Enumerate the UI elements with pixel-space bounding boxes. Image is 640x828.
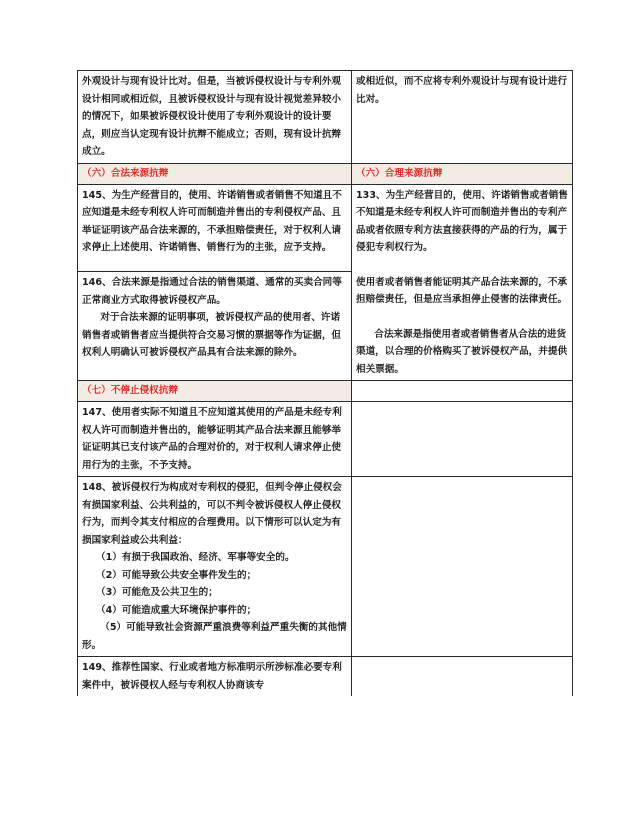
article-146: 146、合法来源是指通过合法的销售渠道、通常的买卖合同等正常商业方式取得被诉侵权产品。 — [82, 277, 342, 306]
section-heading-text: （七）不停止侵权抗辩 — [82, 385, 178, 396]
table-row — [78, 402, 573, 477]
paragraph: 使用者或者销售者能证明其产品合法来源的，不承担赔偿责任，但是应当承担停止侵害的法律责任。 — [356, 276, 568, 305]
spacer — [356, 257, 568, 274]
paragraph: 外观设计与现有设计比对。但是，当被诉侵权设计与专利外观设计相同或相近似，且被诉侵权设计与现有设计视觉差异较小的情况下，如果被诉侵权设计使用了专利外观设计的设计要点，则应当认定现有设计抗辩不能成立；否则，现有设计抗辩成立。 — [82, 76, 342, 157]
spacer — [356, 309, 568, 326]
table-row — [78, 477, 573, 657]
article-148: 148、被诉侵权行为构成对专利权的侵犯，但判令停止侵权会有损国家利益、公共利益的，可以不判令被诉侵权人停止侵权行为，而判令其支付相应的合理费用。以下情形可以认定为有损国家利益或公共利益： — [82, 482, 342, 546]
list-item: （1）有损于我国政治、经济、军事等安全的。 — [96, 552, 295, 563]
table-cell-left — [78, 657, 352, 697]
comparison-table — [77, 70, 573, 696]
article-145: 145、为生产经营目的，使用、许诺销售或者销售不知道且不应知道是未经专利权人许可而制造并售出的专利侵权产品、且举证证明该产品合法来源的，不承担赔偿责任，对于权利人请求停止上述使用、许诺销售、销售行为的主张，应予支持。 — [82, 189, 342, 253]
paragraph: 或相近似，而不应将专利外观设计与现有设计进行比对。 — [356, 76, 568, 105]
table-cell-left — [78, 402, 352, 477]
list-item: （3）可能危及公共卫生的； — [96, 587, 218, 598]
section-header-row — [78, 381, 573, 402]
empty-cell — [352, 477, 573, 657]
list-item: （2）可能导致公共安全事件发生的； — [96, 569, 257, 581]
empty-cell — [352, 381, 573, 402]
paragraph: 对于合法来源的证明事项，被诉侵权产品的使用者、许诺销售者或销售者应当提供符合交易习惯的票据等作为证据，但权利人明确认可被诉侵权产品具有合法来源的除外。 — [82, 312, 342, 359]
section-heading-right — [352, 163, 573, 184]
section-heading-text: （六）合法来源抗辩 — [82, 167, 169, 179]
table-row — [78, 71, 573, 164]
empty-cell — [352, 657, 573, 697]
paragraph: 合法来源是指使用者或者销售者从合法的进货渠道，以合理的价格购买了被诉侵权产品，并提供相关票据。 — [356, 328, 568, 375]
section-header-row — [78, 163, 573, 184]
table-cell-left — [78, 477, 352, 657]
empty-cell — [352, 402, 573, 477]
list-item: （5）可能导致社会资源严重浪费等利益严重失衡的其他情形。 — [82, 622, 347, 651]
section-heading-left — [78, 381, 352, 402]
table-cell-right — [352, 71, 573, 164]
table-cell-left — [78, 184, 352, 272]
list-item: （4）可能造成重大环境保护事件的； — [96, 604, 257, 616]
section-heading-left — [78, 163, 352, 184]
table-row — [78, 184, 573, 272]
table-cell-left — [78, 272, 352, 381]
table-row — [78, 657, 573, 697]
table-cell-right — [352, 184, 573, 381]
table-cell-left — [78, 71, 352, 164]
section-heading-text: （六）合理来源抗辩 — [356, 167, 443, 179]
article-147: 147、使用者实际不知道且不应知道其使用的产品是未经专利权人许可而制造并售出的，能够证明其产品合法来源且能够举证证明其已支付该产品的合理对价的，对于权利人请求停止使用行为的主张，不予支持。 — [82, 407, 342, 471]
article-149: 149、推荐性国家、行业或者地方标准明示所涉标准必要专利案件中，被诉侵权人经与专利权人协商该专 — [82, 662, 342, 691]
article-133: 133、为生产经营目的，使用、许诺销售或者销售不知道是未经专利权人许可而制造并售出的专利产品或者依照专利方法直接获得的产品的行为，属于侵犯专利权行为。 — [356, 189, 568, 253]
